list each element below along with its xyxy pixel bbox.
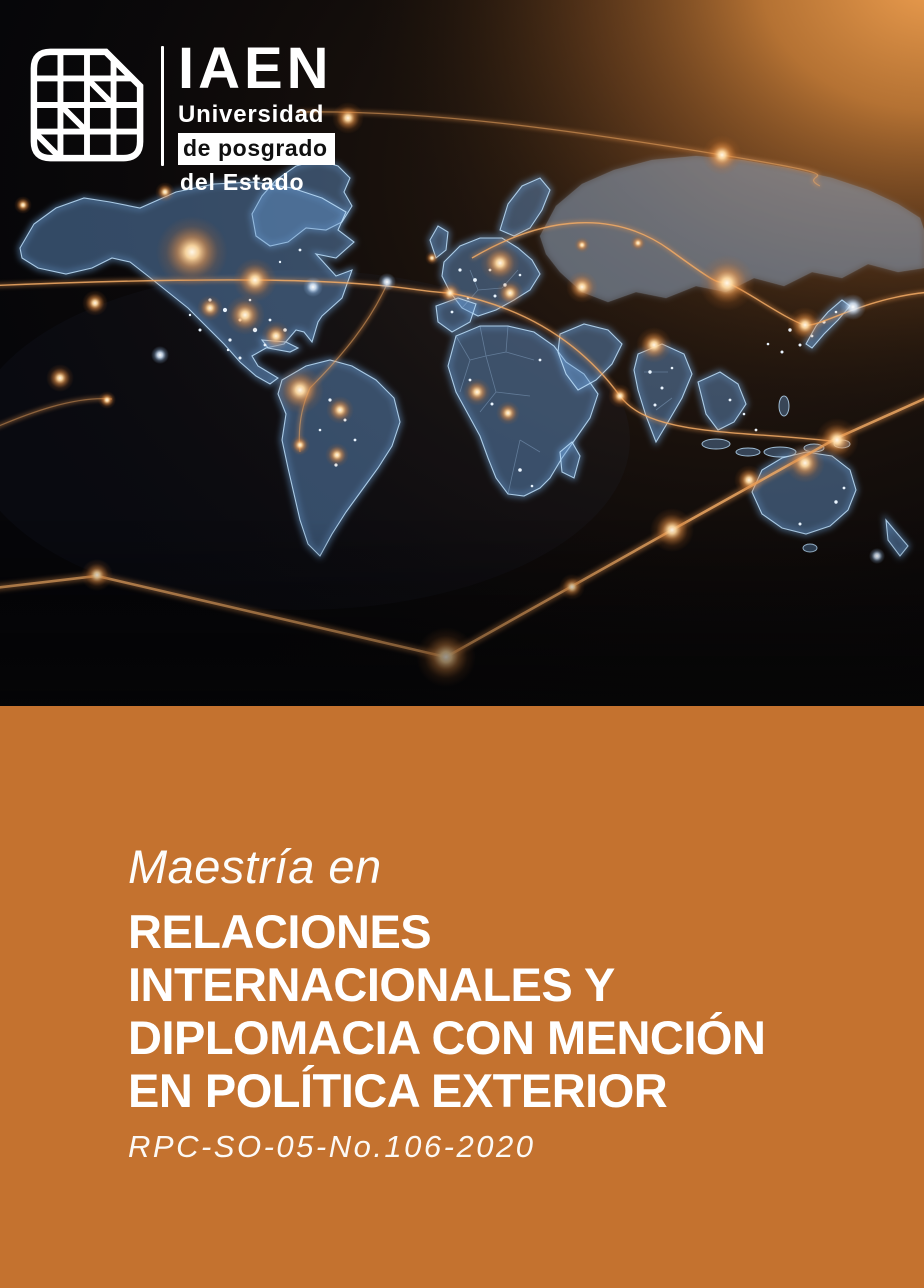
brand-line-de-posgrado: de posgrado xyxy=(178,133,335,165)
program-title-line-3: DIPLOMACIA CON MENCIÓN xyxy=(128,1011,766,1065)
program-approval-code: RPC-SO-05-No.106-2020 xyxy=(128,1129,536,1165)
program-kicker: Maestría en xyxy=(128,840,382,893)
program-title-line-4: EN POLÍTICA EXTERIOR xyxy=(128,1064,668,1118)
logo-divider xyxy=(161,46,164,166)
brand-line-universidad: Universidad xyxy=(178,101,325,128)
iaen-grid-document-icon xyxy=(28,44,146,166)
program-info-band xyxy=(0,706,924,1288)
iaen-logo xyxy=(28,36,335,196)
brand-line-del-estado: del Estado xyxy=(180,169,305,195)
program-title-line-1: RELACIONES xyxy=(128,905,432,959)
program-title xyxy=(128,905,884,1117)
logo-wordmark xyxy=(178,36,335,196)
program-title-line-2: INTERNACIONALES Y xyxy=(128,958,615,1012)
brand-acronym: IAEN xyxy=(178,36,333,101)
